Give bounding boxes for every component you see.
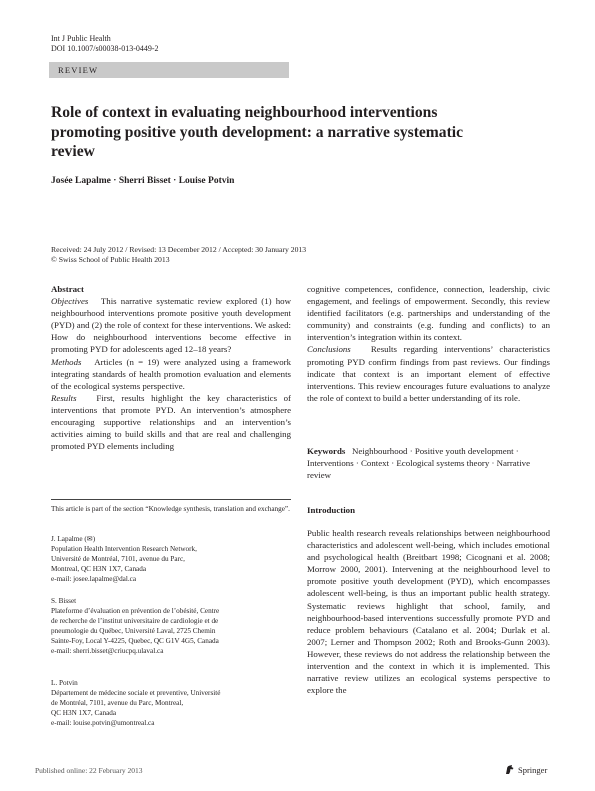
introduction-heading: Introduction <box>307 505 355 515</box>
abstract-left-column <box>51 283 291 452</box>
abstract-results: Results First, results highlight the key characteristics of interventions that promote PYD. An intervention’s atmosphere encouraging supportive relationships and an intervention’s activities aiming to build skills and that are real and challenging promoted PYD elements including <box>51 392 291 452</box>
abstract-methods: Methods Articles (n = 19) were analyzed using a framework integrating standards of health promotion evaluation and elements of the ecological systems perspective. <box>51 356 291 391</box>
introduction-text: Public health research reveals relationships between neighbourhood characteristics and adolescent well-being, which includes emotional and psychological health (Breitbart 1998; Cicognani et al. 2008; Morrow 2000, 2001). Intervening at the neighbourhood level to promote positive youth development (PYD), which encompasses adolescent well-being, is thus an important public health strategy. Systematic reviews highlight that school, family, and neighbourhood-based interventions successfully promote PYD and reduce problem behaviours (Catalano et al. 2004; Durlak et al. 2007; Lerner and Thompson 2002; Roth and Brooks-Gunn 2003). However, these reviews do not address the relationship between the intervention and the context in which it is implemented. This narrative review utilizes an ecological systems perspective to explore the <box>307 528 550 696</box>
abstract-heading: Abstract <box>51 284 84 294</box>
copyright: © Swiss School of Public Health 2013 <box>51 255 170 264</box>
affiliation-lapalme: J. Lapalme (✉) Population Health Intervention Research Network, Université de Montréal, 7101, avenue du Parc, Montreal, QC H3N 1X7, Canada e-mail: josee.lapalme@dal.ca <box>51 535 197 583</box>
keywords: Keywords Neighbourhood · Positive youth development · Interventions · Context · Ecological systems theory · Narrative review <box>307 446 530 481</box>
abstract-conclusions: Conclusions Results regarding interventions’ characteristics promoting PYD confirm findings from past reviews. Our findings indicate that context is an important element of effective interventions. This review encourages future evaluations to analyze the role of context to build a better understanding of its role. <box>307 344 550 403</box>
affiliation-bisset: S. Bisset Plateforme d’évaluation en prévention de l’obésité, Centre de recherche de l’institut universitaire de cardiologie et de pneumologie du Québec, Université Laval, 2725 Chemin Sainte-Foy, Local Y-4225, Quebec, QC G1V 4G5, Canada e-mail: sherri.bisset@criucpq.ulaval.ca <box>51 597 220 655</box>
article-title: Role of context in evaluating neighbourhood interventions promoting positive youth development: a narrative systematic review <box>51 104 464 160</box>
affiliation-potvin: L. Potvin Département de médecine sociale et preventive, Université de Montréal, 7101, avenue du Parc, Montreal, QC H3N 1X7, Canada e-mail: louise.potvin@umontreal.ca <box>51 679 221 727</box>
dates: Received: 24 July 2012 / Revised: 13 December 2012 / Accepted: 30 January 2013 <box>51 245 307 254</box>
abstract-right-column <box>307 283 550 404</box>
section-label: REVIEW <box>49 62 289 78</box>
authors: Josée Lapalme · Sherri Bisset · Louise Potvin <box>51 176 235 186</box>
journal-name: Int J Public Health <box>51 34 111 43</box>
article-history <box>51 245 471 265</box>
springer-horse-icon <box>504 764 515 775</box>
published-online: Published online: 22 February 2013 <box>35 766 143 775</box>
footnote-divider <box>51 499 291 500</box>
abstract-results-continued: cognitive competences, confidence, connection, leadership, civic engagement, and feelings of empowerment. Secondly, this review identified facilitators (e.g. partnerships and understanding of the community) and constraints (e.g. funding and conflicts) to an intervention’s integration within its context. <box>307 284 550 343</box>
publisher-logo <box>504 764 547 775</box>
section-footnote: This article is part of the section “Knowledge synthesis, translation and exchange”. <box>51 505 290 513</box>
doi: DOI 10.1007/s00038-013-0449-2 <box>51 44 159 53</box>
publisher-name: Springer <box>518 764 548 775</box>
abstract-objectives: Objectives This narrative systematic review explored (1) how neighbourhood interventions promote positive youth development (PYD) and (2) the role of context for these interventions. We asked: How do neighbourhood interventions become effective in promoting PYD for adolescents aged 12–18 years? <box>51 296 291 355</box>
